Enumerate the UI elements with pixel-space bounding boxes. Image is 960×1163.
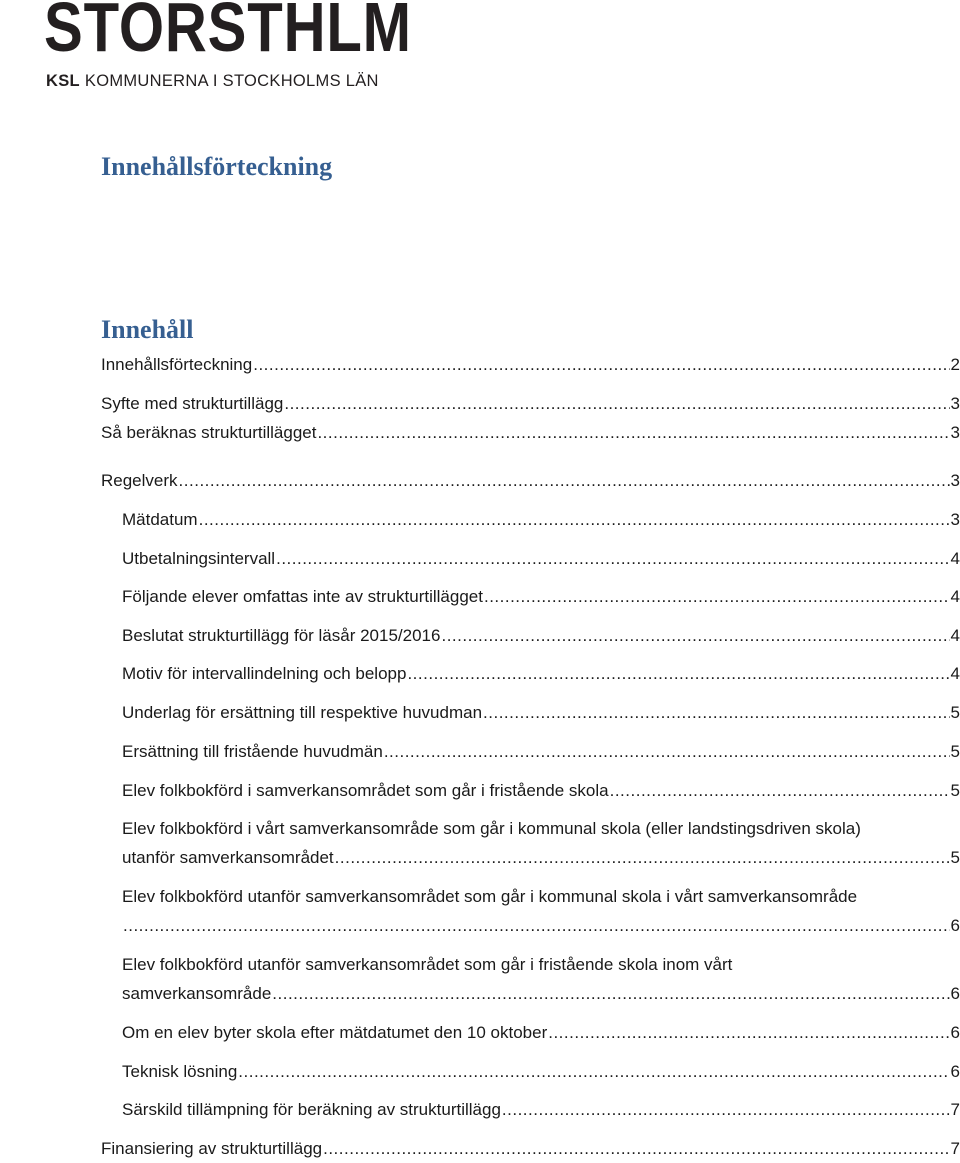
- toc-entry-text: Särskild tillämpning för beräkning av strukturtillägg: [122, 1100, 501, 1119]
- logo-tagline-text: KOMMUNERNA I STOCKHOLMS LÄN: [84, 72, 379, 90]
- toc-entry-text-continued: utanför samverkansområdet: [122, 848, 334, 867]
- toc-entry-text: Elev folkbokförd i vårt samverkansområde som går i kommunal skola (eller landstingsdriven skola): [122, 819, 861, 838]
- toc-leader: [199, 505, 950, 534]
- toc-page-number: 6: [950, 984, 960, 1003]
- toc-entry-elev-fristaende-skola[interactable]: [122, 776, 960, 805]
- toc-leader: [483, 698, 950, 727]
- toc-page-number: 5: [950, 781, 960, 800]
- toc-entry-foljande-elever[interactable]: [122, 582, 960, 611]
- toc-entry-text: Elev folkbokförd utanför samverkansområdet som går i kommunal skola i vårt samverkansområde: [122, 887, 858, 906]
- toc-entry-text: Ersättning till fristående huvudmän: [122, 742, 383, 761]
- logo-ksl: KSL: [46, 72, 80, 90]
- toc-entry-utbetalningsintervall[interactable]: [122, 544, 960, 573]
- toc-entry-text: Följande elever omfattas inte av strukturtillägget: [122, 587, 483, 606]
- toc-entry-text: Elev folkbokförd utanför samverkansområdet som går i fristående skola inom vårt: [122, 955, 733, 974]
- toc-entry-text-continued: samverkansområde: [122, 984, 272, 1003]
- toc-page-number: 7: [950, 1139, 960, 1158]
- toc-page-number: 3: [950, 423, 960, 442]
- toc-entry-motiv[interactable]: [122, 659, 960, 688]
- toc-page-number: 2: [950, 355, 960, 374]
- toc-entry-innehallsforteckning[interactable]: [101, 350, 960, 379]
- storsthlm-logo: [44, 0, 412, 90]
- toc-page-number: 4: [950, 664, 960, 683]
- toc-entry-text: Utbetalningsintervall: [122, 549, 276, 568]
- toc-entry-ersattning-fristaende[interactable]: [122, 737, 960, 766]
- toc-entry-text: Underlag för ersättning till respektive huvudman: [122, 703, 483, 722]
- toc-page-number: 7: [950, 1100, 960, 1119]
- toc-page-number: 6: [950, 916, 960, 935]
- toc-page-number: 3: [950, 510, 960, 529]
- toc-entry-elev-kommunal-utanfor[interactable]: [122, 814, 960, 872]
- toc-leader: [284, 389, 949, 418]
- toc-entry-sa-beraknas[interactable]: [101, 418, 960, 447]
- toc-entry-elev-utanfor-kommunal[interactable]: [122, 882, 960, 940]
- toc-entry-text: Syfte med strukturtillägg: [101, 394, 284, 413]
- page-title: Innehållsförteckning: [101, 152, 333, 181]
- toc-entry-regelverk[interactable]: [101, 466, 960, 495]
- toc-entry-text: Finansiering av strukturtillägg: [101, 1139, 323, 1158]
- toc-page-number: 6: [950, 1062, 960, 1081]
- toc-entry-text: Mätdatum: [122, 510, 198, 529]
- toc-leader: [548, 1018, 949, 1047]
- logo-wordmark: STORSTHLM: [44, 0, 412, 66]
- toc-leader: [384, 737, 950, 766]
- toc-page-number: 5: [950, 703, 960, 722]
- toc-entry-beslutat[interactable]: [122, 621, 960, 650]
- toc-entry-text: Regelverk: [101, 471, 178, 490]
- toc-page-number: 5: [950, 848, 960, 867]
- toc-entry-underlag[interactable]: [122, 698, 960, 727]
- toc-page-number: 4: [950, 626, 960, 645]
- toc-entry-elev-utanfor-fristaende[interactable]: [122, 950, 960, 1008]
- toc-entry-text: Om en elev byter skola efter mätdatumet den 10 oktober: [122, 1023, 548, 1042]
- toc-entry-teknisk-losning[interactable]: [122, 1057, 960, 1086]
- toc-leader: [441, 621, 949, 650]
- toc-leader: [407, 659, 949, 688]
- toc-page-number: 5: [950, 742, 960, 761]
- toc-entry-text: Motiv för intervallindelning och belopp: [122, 664, 407, 683]
- toc-page-number: 4: [950, 549, 960, 568]
- toc-page-number: 6: [950, 1023, 960, 1042]
- toc-leader: [272, 979, 949, 1008]
- toc-entry-byter-skola[interactable]: [122, 1018, 960, 1047]
- toc-leader: [502, 1095, 950, 1124]
- toc-entry-text: Teknisk lösning: [122, 1062, 238, 1081]
- toc-leader: [238, 1057, 949, 1086]
- toc-page-number: 3: [950, 394, 960, 413]
- toc-entry-sarskild-tillampning[interactable]: [122, 1095, 960, 1124]
- toc-leader: [317, 418, 949, 447]
- toc-page-number: 3: [950, 471, 960, 490]
- toc-entry-text: Så beräknas strukturtillägget: [101, 423, 317, 442]
- logo-tagline: [46, 72, 379, 91]
- toc-page-number: 4: [950, 587, 960, 606]
- toc-leader: [323, 1134, 949, 1163]
- toc-leader: [335, 843, 950, 872]
- toc-heading: Innehåll: [101, 315, 194, 344]
- toc-leader: [253, 350, 949, 379]
- toc-leader: [484, 582, 950, 611]
- toc-leader: [123, 911, 950, 940]
- toc-leader: [276, 544, 949, 573]
- toc-entry-finansiering[interactable]: [101, 1134, 960, 1163]
- toc-entry-text: Elev folkbokförd i samverkansområdet som går i fristående skola: [122, 781, 609, 800]
- toc-entry-text: Beslutat strukturtillägg för läsår 2015/2016: [122, 626, 441, 645]
- toc-leader: [610, 776, 950, 805]
- toc-entry-text: Innehållsförteckning: [101, 355, 253, 374]
- toc-entry-matdatum[interactable]: [122, 505, 960, 534]
- toc-entry-syfte[interactable]: [101, 389, 960, 418]
- toc-leader: [179, 466, 950, 495]
